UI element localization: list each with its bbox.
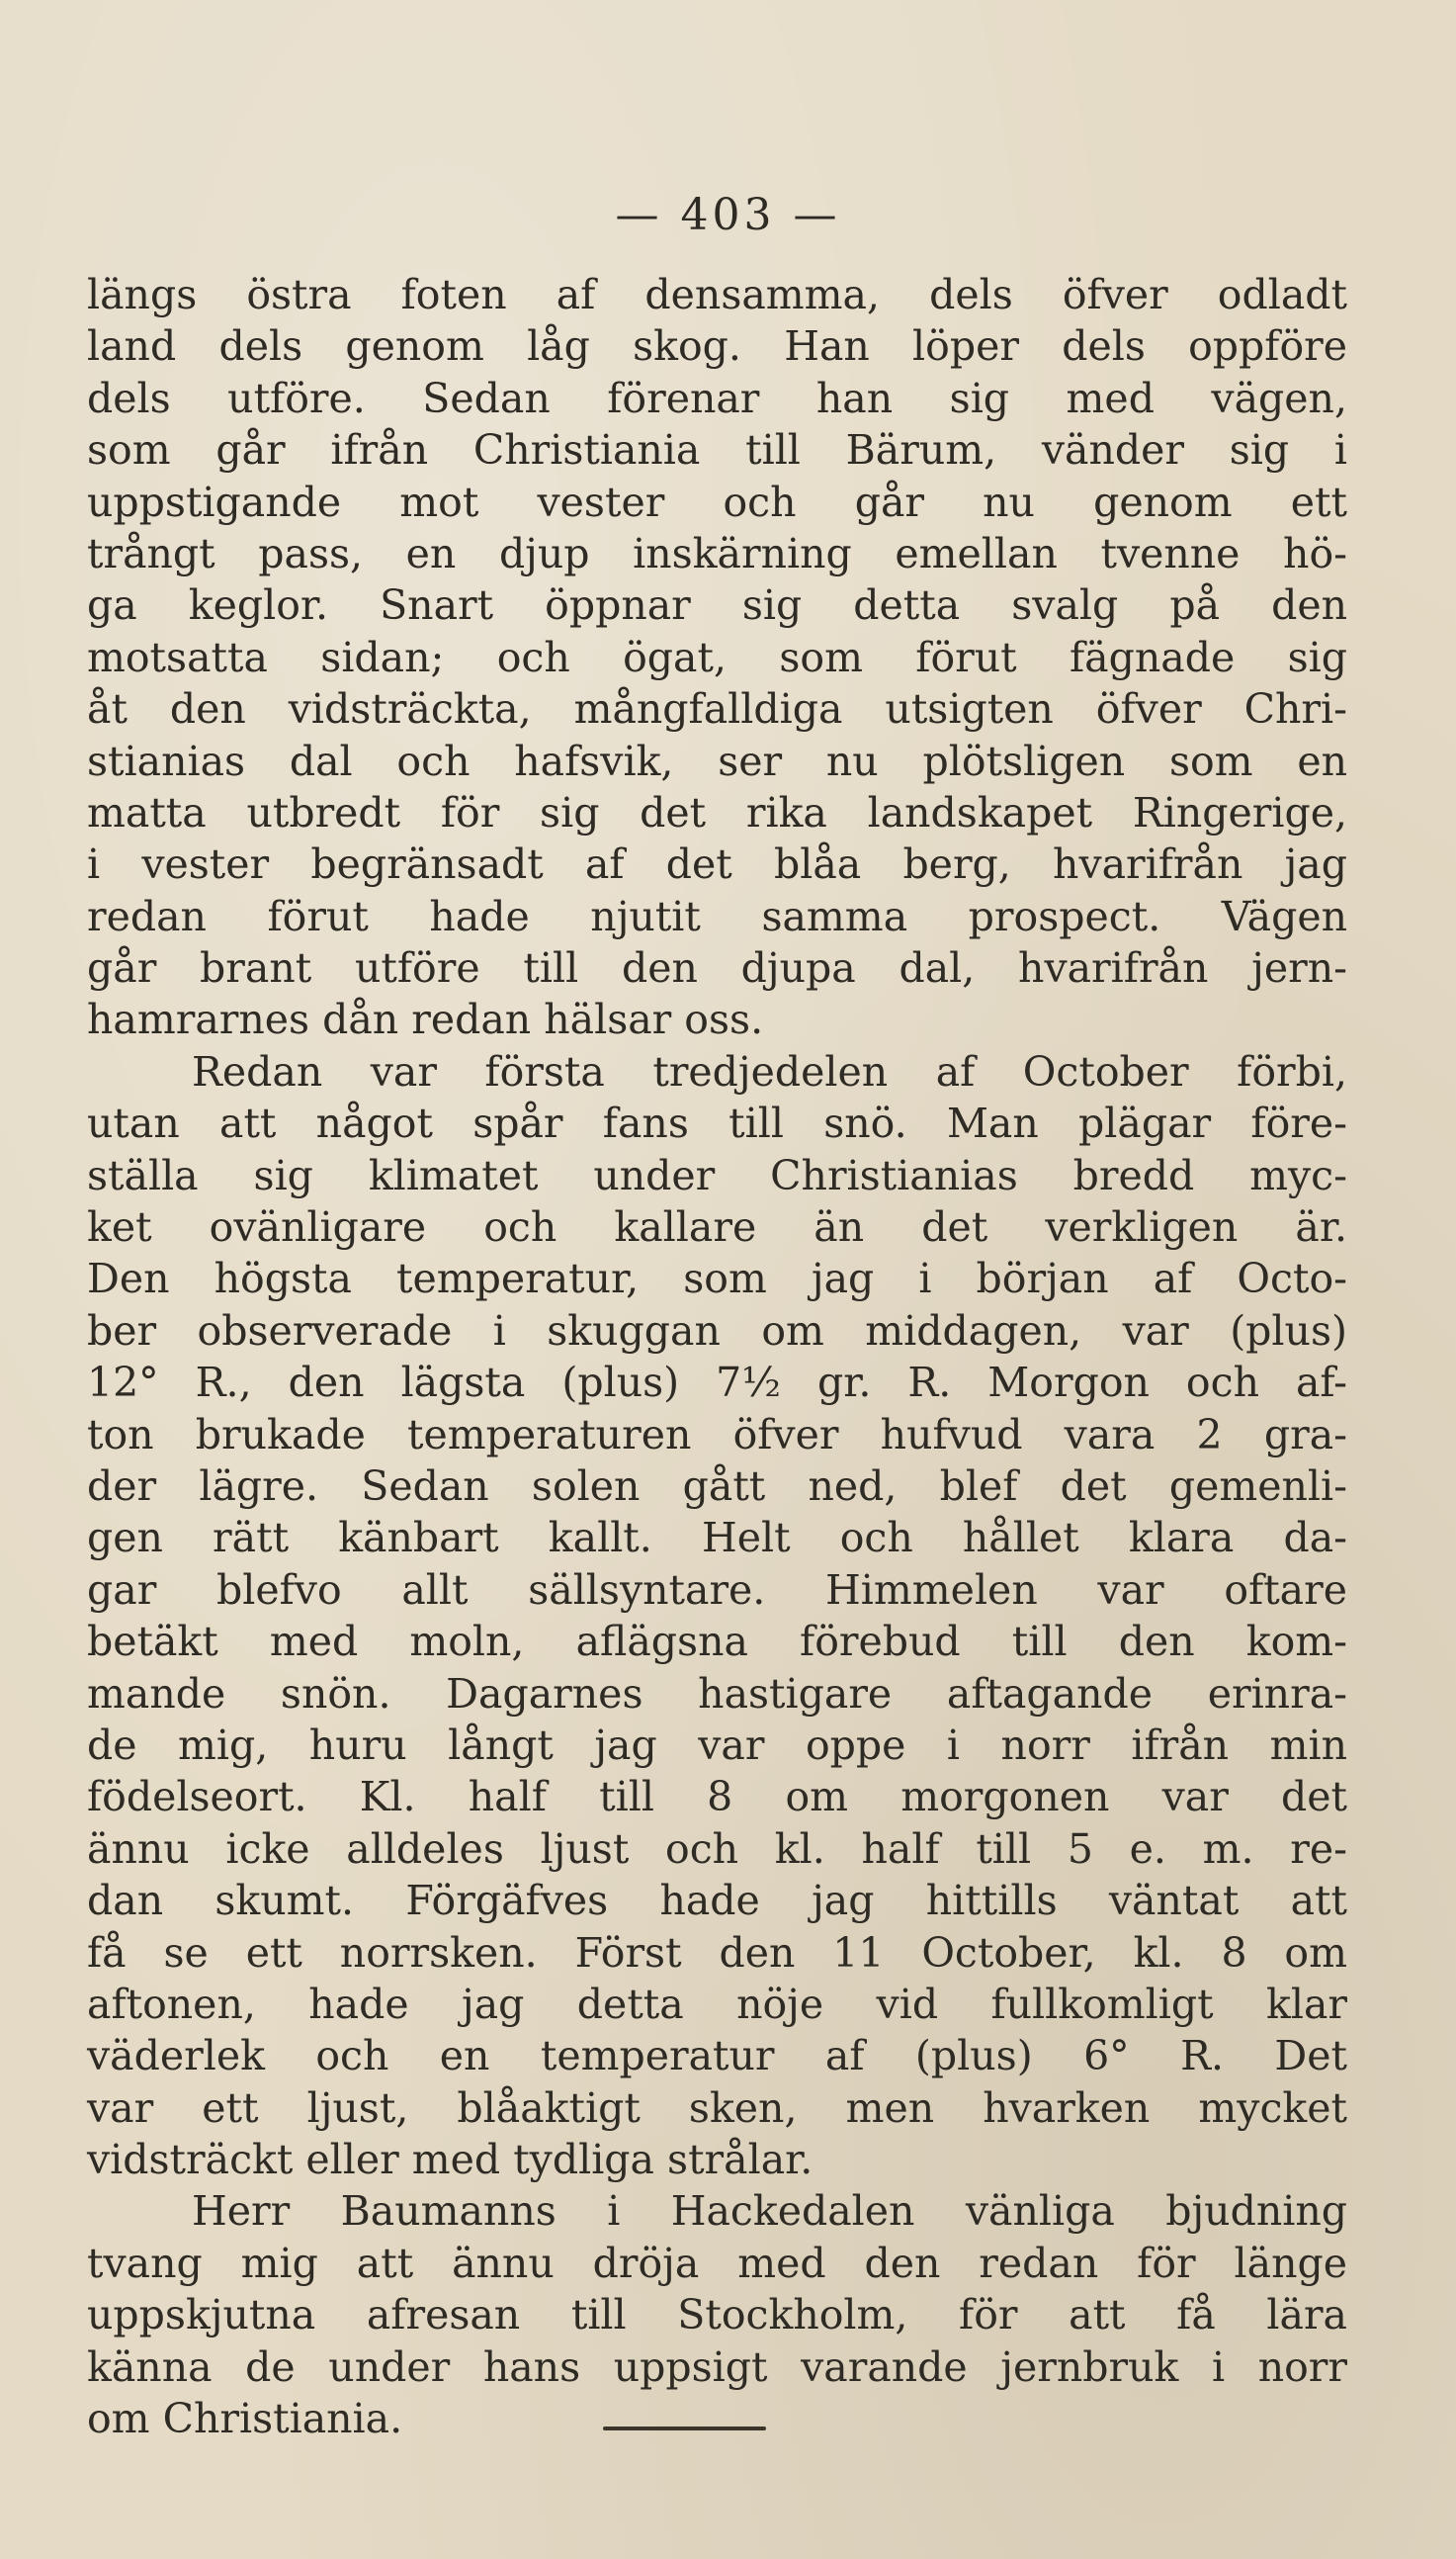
text-line: ket ovänligare och kallare än det verkligen är. (87, 1203, 1347, 1252)
text-line: 12° R., den lägsta (plus) 7½ gr. R. Morgon och af- (87, 1359, 1347, 1407)
text-line: uppstigande mot vester och går nu genom ett (87, 478, 1347, 526)
text-line: i vester begränsadt af det blåa berg, hvarifrån jag (87, 840, 1347, 889)
text-line: gen rätt känbart kallt. Helt och hållet klara da- (87, 1514, 1347, 1562)
text-line: åt den vidsträckta, mångfalldiga utsigten öfver Chri- (87, 685, 1347, 734)
text-line: om Christiania. (87, 2395, 403, 2443)
text-line: tvang mig att ännu dröja med den redan för länge (87, 2239, 1347, 2287)
text-line: dan skumt. Förgäfves hade jag hittills väntat att (87, 1877, 1347, 1925)
text-line: födelseort. Kl. half till 8 om morgonen var det (87, 1773, 1347, 1821)
text-line: gar blefvo allt sällsyntare. Himmelen var oftare (87, 1565, 1347, 1614)
text-line: går brant utföre till den djupa dal, hvarifrån jern- (87, 944, 1347, 993)
body-text (87, 269, 1347, 2444)
text-line: var ett ljust, blåaktigt sken, men hvarken mycket (87, 2083, 1347, 2132)
text-line: motsatta sidan; och ögat, som förut fägnade sig (87, 633, 1347, 681)
text-line: stianias dal och hafsvik, ser nu plötsligen som en (87, 737, 1347, 785)
text-line: aftonen, hade jag detta nöje vid fullkomligt klar (87, 1980, 1347, 2028)
text-line: ton brukade temperaturen öfver hufvud vara 2 gra- (87, 1410, 1347, 1458)
text-line: få se ett norrsken. Först den 11 October, kl. 8 om (87, 1928, 1347, 1977)
text-line: der lägre. Sedan solen gått ned, blef det gemenli- (87, 1461, 1347, 1510)
text-line: mande snön. Dagarnes hastigare aftagande erinra- (87, 1669, 1347, 1718)
text-line: dels utföre. Sedan förenar han sig med vägen, (87, 374, 1347, 422)
text-line: land dels genom låg skog. Han löper dels oppföre (87, 322, 1347, 371)
page-number: — 403 — (615, 190, 841, 240)
text-line: vidsträckt eller med tydliga strålar. (87, 2136, 814, 2184)
text-line: ber observerade i skuggan om middagen, var (plus) (87, 1306, 1347, 1355)
text-line: Den högsta temperatur, som jag i början af Octo- (87, 1255, 1347, 1303)
text-line: ställa sig klimatet under Christianias bredd myc- (87, 1151, 1347, 1199)
text-line: Herr Baumanns i Hackedalen vänliga bjudning (192, 2187, 1347, 2236)
text-line: längs östra foten af densamma, dels öfver odladt (87, 271, 1347, 318)
text-line: väderlek och en temperatur af (plus) 6° R. Det (87, 2032, 1347, 2080)
text-line: trångt pass, en djup inskärning emellan tvenne hö- (87, 529, 1347, 577)
end-rule (603, 2427, 766, 2430)
text-line: de mig, huru långt jag var oppe i norr ifrån min (87, 1721, 1347, 1769)
text-line: ga keglor. Snart öppnar sig detta svalg på den (87, 581, 1347, 630)
text-line: matta utbredt för sig det rika landskapet Ringerige, (87, 788, 1347, 837)
text-line: Redan var första tredjedelen af October förbi, (192, 1047, 1347, 1096)
text-line: hamrarnes dån redan hälsar oss. (87, 996, 764, 1044)
text-line: redan förut hade njutit samma prospect. Vägen (87, 892, 1347, 940)
text-line: som går ifrån Christiania till Bärum, vänder sig i (87, 426, 1347, 475)
text-line: känna de under hans uppsigt varande jernbruk i norr (87, 2342, 1347, 2391)
text-line: ännu icke alldeles ljust och kl. half till 5 e. m. re- (87, 1824, 1347, 1873)
text-line: uppskjutna afresan till Stockholm, för att få lära (87, 2291, 1347, 2339)
text-line: betäkt med moln, aflägsna förebud till den kom- (87, 1618, 1347, 1666)
text-line: utan att något spår fans till snö. Man plägar före- (87, 1100, 1347, 1148)
